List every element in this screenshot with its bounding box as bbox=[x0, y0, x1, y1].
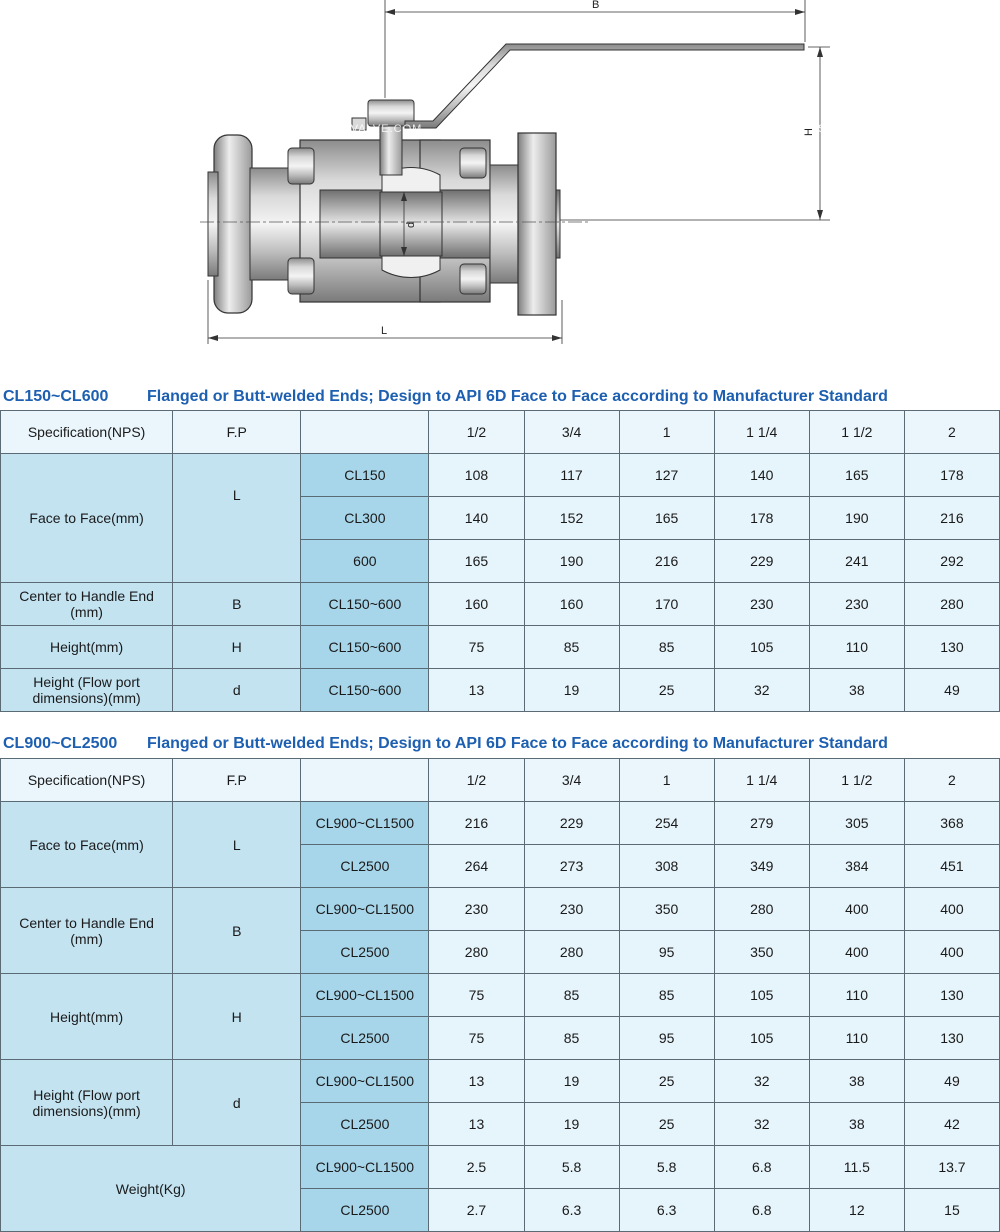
value-cell: 6.8 bbox=[714, 1189, 809, 1232]
value-cell: 130 bbox=[904, 974, 999, 1017]
right-flange bbox=[518, 133, 556, 315]
header-fp: F.P bbox=[173, 759, 301, 802]
value-cell: 216 bbox=[619, 540, 714, 583]
header-class bbox=[301, 411, 429, 454]
value-cell: 5.8 bbox=[619, 1146, 714, 1189]
header-size: 1 1/2 bbox=[809, 759, 904, 802]
value-cell: 110 bbox=[809, 626, 904, 669]
value-cell: 12 bbox=[809, 1189, 904, 1232]
value-cell: 280 bbox=[904, 583, 999, 626]
value-cell: 42 bbox=[904, 1103, 999, 1146]
value-cell: 13.7 bbox=[904, 1146, 999, 1189]
row-label-face-to-face: Face to Face(mm) bbox=[1, 454, 173, 583]
table1-class-range: CL150~CL600 bbox=[3, 388, 109, 405]
value-cell: 105 bbox=[714, 974, 809, 1017]
class-cell: CL900~CL1500 bbox=[301, 802, 429, 845]
class-cell: CL150~600 bbox=[301, 583, 429, 626]
handle-lever bbox=[405, 44, 804, 128]
value-cell: 19 bbox=[524, 1103, 619, 1146]
dim-label-l: L bbox=[381, 325, 388, 337]
table-row bbox=[1, 1146, 1000, 1189]
value-cell: 38 bbox=[809, 669, 904, 712]
value-cell: 19 bbox=[524, 1060, 619, 1103]
value-cell: 2.5 bbox=[429, 1146, 524, 1189]
table-row bbox=[1, 974, 1000, 1017]
value-cell: 110 bbox=[809, 1017, 904, 1060]
left-flange-face bbox=[208, 172, 218, 276]
table-row bbox=[1, 626, 1000, 669]
value-cell: 110 bbox=[809, 974, 904, 1017]
table-row bbox=[1, 583, 1000, 626]
value-cell: 280 bbox=[524, 931, 619, 974]
class-cell: CL150~600 bbox=[301, 669, 429, 712]
class-cell: 600 bbox=[301, 540, 429, 583]
header-size: 1/2 bbox=[429, 411, 524, 454]
value-cell: 254 bbox=[619, 802, 714, 845]
value-cell: 15 bbox=[904, 1189, 999, 1232]
symbol-h: H bbox=[173, 974, 301, 1060]
row-label-center-to-handle: Center to Handle End (mm) bbox=[1, 888, 173, 974]
header-size: 2 bbox=[904, 411, 999, 454]
left-flange bbox=[214, 135, 252, 313]
table2-heading bbox=[0, 733, 1000, 755]
watermark: SFANVALVE.COM bbox=[318, 123, 423, 135]
class-cell: CL2500 bbox=[301, 1189, 429, 1232]
value-cell: 230 bbox=[714, 583, 809, 626]
header-size: 1 1/4 bbox=[714, 411, 809, 454]
value-cell: 32 bbox=[714, 669, 809, 712]
value-cell: 49 bbox=[904, 1060, 999, 1103]
row-label-height: Height(mm) bbox=[1, 974, 173, 1060]
row-label-height: Height(mm) bbox=[1, 626, 173, 669]
value-cell: 105 bbox=[714, 626, 809, 669]
class-cell: CL2500 bbox=[301, 1103, 429, 1146]
value-cell: 349 bbox=[714, 845, 809, 888]
table-row bbox=[1, 888, 1000, 931]
class-cell: CL150~600 bbox=[301, 626, 429, 669]
value-cell: 13 bbox=[429, 1060, 524, 1103]
right-body bbox=[490, 165, 520, 283]
value-cell: 160 bbox=[429, 583, 524, 626]
value-cell: 273 bbox=[524, 845, 619, 888]
value-cell: 130 bbox=[904, 1017, 999, 1060]
table2-title: Flanged or Butt-welded Ends; Design to API 6D Face to Face according to Manufacturer Standard bbox=[147, 735, 888, 752]
value-cell: 108 bbox=[429, 454, 524, 497]
value-cell: 230 bbox=[809, 583, 904, 626]
symbol-l: L bbox=[173, 802, 301, 888]
value-cell: 75 bbox=[429, 974, 524, 1017]
value-cell: 95 bbox=[619, 931, 714, 974]
value-cell: 216 bbox=[429, 802, 524, 845]
table-row bbox=[1, 669, 1000, 712]
value-cell: 75 bbox=[429, 1017, 524, 1060]
value-cell: 229 bbox=[714, 540, 809, 583]
value-cell: 308 bbox=[619, 845, 714, 888]
spec-table-cl900-cl2500 bbox=[0, 758, 1000, 1232]
header-size: 3/4 bbox=[524, 411, 619, 454]
class-cell: CL150 bbox=[301, 454, 429, 497]
value-cell: 25 bbox=[619, 1103, 714, 1146]
value-cell: 85 bbox=[524, 974, 619, 1017]
valve-drawing bbox=[0, 0, 1000, 360]
value-cell: 190 bbox=[809, 497, 904, 540]
row-label-center-to-handle: Center to Handle End (mm) bbox=[1, 583, 173, 626]
header-class bbox=[301, 759, 429, 802]
value-cell: 350 bbox=[714, 931, 809, 974]
value-cell: 6.3 bbox=[524, 1189, 619, 1232]
value-cell: 105 bbox=[714, 1017, 809, 1060]
value-cell: 350 bbox=[619, 888, 714, 931]
value-cell: 190 bbox=[524, 540, 619, 583]
class-cell: CL2500 bbox=[301, 845, 429, 888]
value-cell: 140 bbox=[714, 454, 809, 497]
value-cell: 280 bbox=[429, 931, 524, 974]
header-size: 1 bbox=[619, 411, 714, 454]
value-cell: 127 bbox=[619, 454, 714, 497]
value-cell: 400 bbox=[904, 931, 999, 974]
value-cell: 241 bbox=[809, 540, 904, 583]
value-cell: 6.8 bbox=[714, 1146, 809, 1189]
value-cell: 2.7 bbox=[429, 1189, 524, 1232]
value-cell: 229 bbox=[524, 802, 619, 845]
header-size: 1 bbox=[619, 759, 714, 802]
table-header-row bbox=[1, 759, 1000, 802]
value-cell: 230 bbox=[429, 888, 524, 931]
value-cell: 75 bbox=[429, 626, 524, 669]
value-cell: 38 bbox=[809, 1103, 904, 1146]
class-cell: CL2500 bbox=[301, 931, 429, 974]
symbol-l: L bbox=[173, 454, 301, 583]
header-size: 1/2 bbox=[429, 759, 524, 802]
value-cell: 368 bbox=[904, 802, 999, 845]
value-cell: 160 bbox=[524, 583, 619, 626]
table1-title: Flanged or Butt-welded Ends; Design to API 6D Face to Face according to Manufacturer Standard bbox=[147, 388, 888, 405]
table-row bbox=[1, 1060, 1000, 1103]
value-cell: 165 bbox=[619, 497, 714, 540]
symbol-h: H bbox=[173, 626, 301, 669]
value-cell: 384 bbox=[809, 845, 904, 888]
watermark: SFANVALVE.COM bbox=[68, 123, 173, 135]
value-cell: 11.5 bbox=[809, 1146, 904, 1189]
value-cell: 13 bbox=[429, 669, 524, 712]
value-cell: 13 bbox=[429, 1103, 524, 1146]
header-size: 1 1/4 bbox=[714, 759, 809, 802]
value-cell: 165 bbox=[429, 540, 524, 583]
watermark: SFANVALVE.COM bbox=[568, 123, 673, 135]
value-cell: 178 bbox=[904, 454, 999, 497]
header-spec-label: Specification(NPS) bbox=[1, 759, 173, 802]
table2-class-range: CL900~CL2500 bbox=[3, 735, 118, 752]
value-cell: 400 bbox=[809, 931, 904, 974]
value-cell: 292 bbox=[904, 540, 999, 583]
value-cell: 264 bbox=[429, 845, 524, 888]
value-cell: 19 bbox=[524, 669, 619, 712]
ball-valve-diagram bbox=[0, 0, 1000, 360]
value-cell: 140 bbox=[429, 497, 524, 540]
value-cell: 5.8 bbox=[524, 1146, 619, 1189]
table1-heading bbox=[0, 386, 1000, 408]
row-label-flow-port: Height (Flow port dimensions)(mm) bbox=[1, 1060, 173, 1146]
symbol-d: d bbox=[173, 669, 301, 712]
row-label-weight: Weight(Kg) bbox=[1, 1146, 301, 1232]
value-cell: 152 bbox=[524, 497, 619, 540]
value-cell: 25 bbox=[619, 1060, 714, 1103]
symbol-b: B bbox=[173, 583, 301, 626]
watermark: SFANVALVE.COM bbox=[818, 123, 923, 135]
header-size: 1 1/2 bbox=[809, 411, 904, 454]
value-cell: 38 bbox=[809, 1060, 904, 1103]
class-cell: CL2500 bbox=[301, 1017, 429, 1060]
row-label-face-to-face: Face to Face(mm) bbox=[1, 802, 173, 888]
header-fp: F.P bbox=[173, 411, 301, 454]
class-cell: CL900~CL1500 bbox=[301, 888, 429, 931]
value-cell: 400 bbox=[904, 888, 999, 931]
value-cell: 6.3 bbox=[619, 1189, 714, 1232]
value-cell: 451 bbox=[904, 845, 999, 888]
value-cell: 216 bbox=[904, 497, 999, 540]
table-row bbox=[1, 454, 1000, 497]
value-cell: 85 bbox=[524, 626, 619, 669]
value-cell: 95 bbox=[619, 1017, 714, 1060]
value-cell: 400 bbox=[809, 888, 904, 931]
value-cell: 85 bbox=[619, 974, 714, 1017]
header-size: 3/4 bbox=[524, 759, 619, 802]
dim-label-d: d bbox=[405, 221, 417, 228]
value-cell: 32 bbox=[714, 1060, 809, 1103]
value-cell: 230 bbox=[524, 888, 619, 931]
value-cell: 85 bbox=[524, 1017, 619, 1060]
value-cell: 165 bbox=[809, 454, 904, 497]
value-cell: 130 bbox=[904, 626, 999, 669]
table-row bbox=[1, 802, 1000, 845]
spec-table-cl150-cl600 bbox=[0, 410, 1000, 712]
class-cell: CL900~CL1500 bbox=[301, 974, 429, 1017]
class-cell: CL900~CL1500 bbox=[301, 1146, 429, 1189]
symbol-b: B bbox=[173, 888, 301, 974]
header-size: 2 bbox=[904, 759, 999, 802]
value-cell: 25 bbox=[619, 669, 714, 712]
value-cell: 32 bbox=[714, 1103, 809, 1146]
row-label-flow-port: Height (Flow port dimensions)(mm) bbox=[1, 669, 173, 712]
value-cell: 178 bbox=[714, 497, 809, 540]
dim-label-h: H bbox=[803, 128, 815, 136]
header-spec-label: Specification(NPS) bbox=[1, 411, 173, 454]
value-cell: 305 bbox=[809, 802, 904, 845]
value-cell: 280 bbox=[714, 888, 809, 931]
class-cell: CL900~CL1500 bbox=[301, 1060, 429, 1103]
value-cell: 85 bbox=[619, 626, 714, 669]
table-header-row bbox=[1, 411, 1000, 454]
value-cell: 279 bbox=[714, 802, 809, 845]
value-cell: 49 bbox=[904, 669, 999, 712]
class-cell: CL300 bbox=[301, 497, 429, 540]
value-cell: 117 bbox=[524, 454, 619, 497]
value-cell: 170 bbox=[619, 583, 714, 626]
dim-label-b: B bbox=[592, 0, 600, 11]
symbol-d: d bbox=[173, 1060, 301, 1146]
